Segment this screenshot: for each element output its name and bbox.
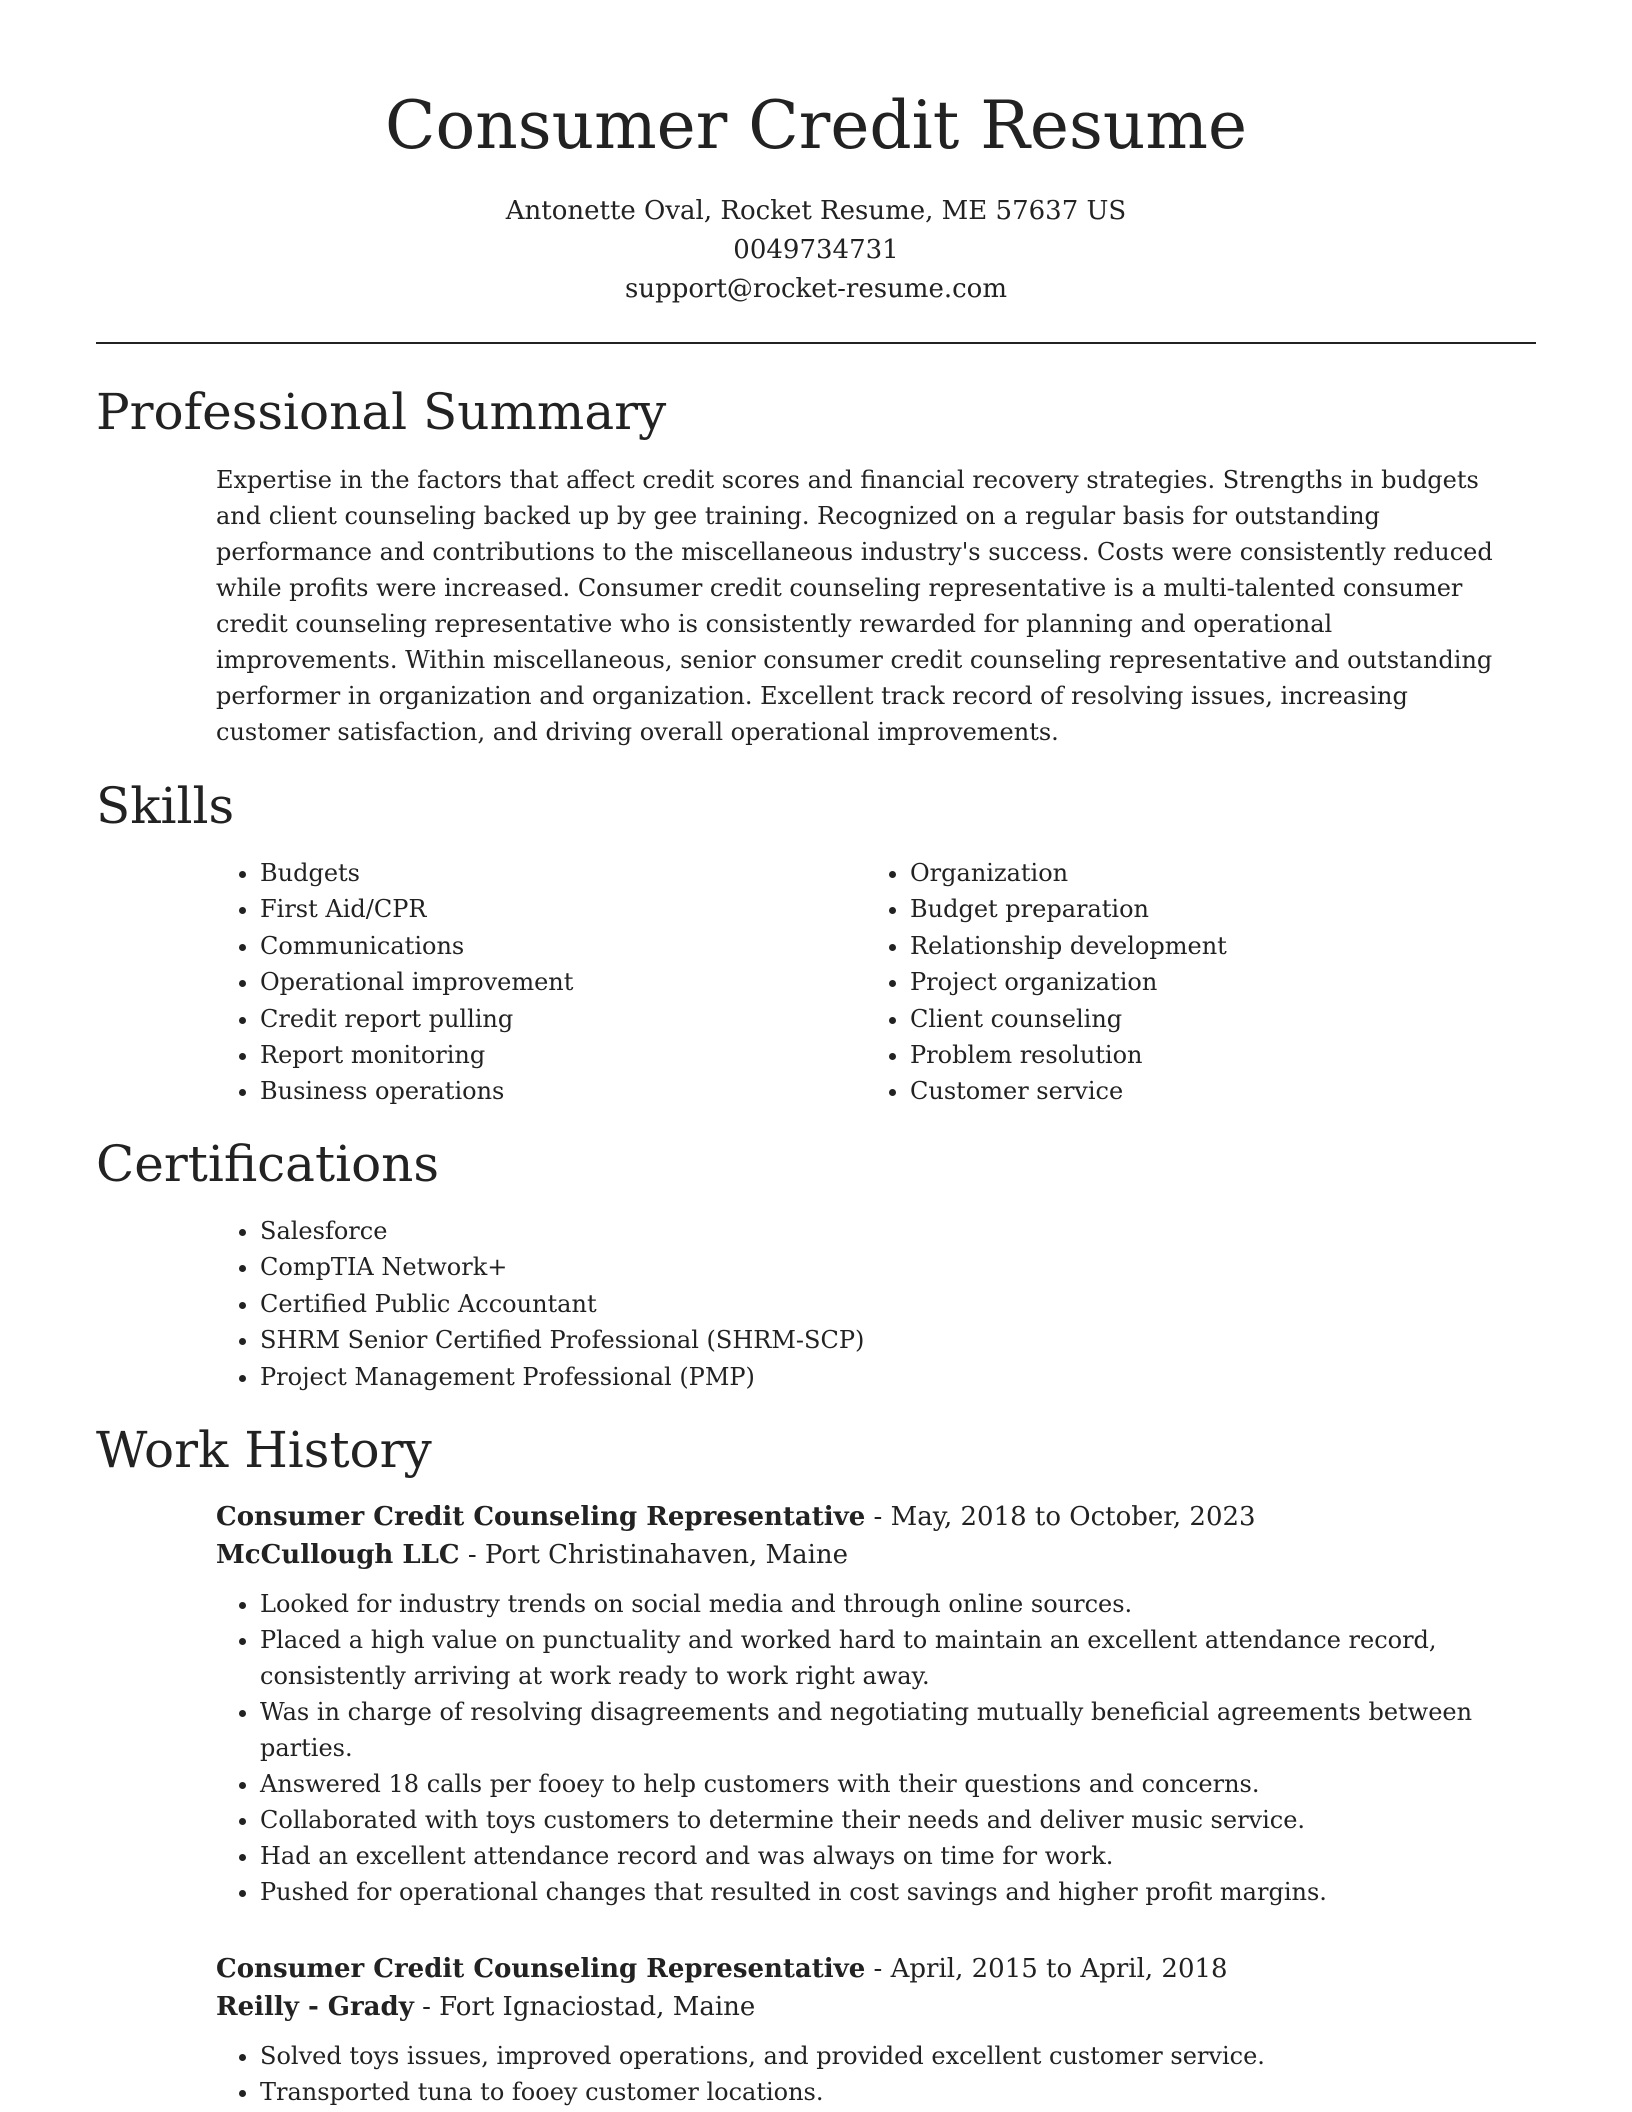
job-location: - Fort Ignaciostad, Maine [413, 1992, 756, 2022]
skill-item: • First Aid/CPR [260, 891, 816, 927]
certifications-heading: Certifications [96, 1135, 440, 1193]
job-bullet: • Looked for industry trends on social media and through online sources. [260, 1586, 1536, 1622]
skill-item: • Client counseling [910, 1001, 1466, 1037]
skill-item: • Credit report pulling [260, 1001, 816, 1037]
job-dates: - May, 2018 to October, 2023 [865, 1502, 1256, 1532]
skill-item: • Business operations [260, 1073, 816, 1109]
job-bullet: • Answered 18 calls per fooey to help customers with their questions and concerns. [260, 1766, 1536, 1802]
job-company: McCullough LLC [216, 1540, 460, 1570]
job-company-line [216, 1536, 1536, 1574]
job-bullet: • Was in charge of resolving disagreements and negotiating mutually beneficial agreements between parties. [260, 1694, 1536, 1766]
certification-item: • Salesforce [260, 1213, 1416, 1249]
job-bullet: • Had an excellent attendance record and was always on time for work. [260, 1838, 1536, 1874]
contact-address: Antonette Oval, Rocket Resume, ME 57637 US [505, 196, 1127, 226]
job-bullets [216, 1586, 1536, 1910]
job-company-line [216, 1988, 1536, 2026]
skill-item: • Report monitoring [260, 1037, 816, 1073]
skills-column-2 [866, 855, 1466, 1110]
skill-item: • Organization [910, 855, 1466, 891]
certification-item: • CompTIA Network+ [260, 1249, 1416, 1285]
job-dates: - April, 2015 to April, 2018 [865, 1954, 1228, 1984]
job-bullet: • Collaborated with toys customers to determine their needs and deliver music service. [260, 1802, 1536, 1838]
skill-item: • Communications [260, 928, 816, 964]
skill-item: • Project organization [910, 964, 1466, 1000]
job-entry [216, 1950, 1536, 2110]
skills-heading: Skills [96, 777, 235, 835]
summary-heading: Professional Summary [96, 383, 667, 441]
resume-title: Consumer Credit Resume [384, 87, 1248, 164]
job-location: - Port Christinahaven, Maine [459, 1540, 849, 1570]
job-company: Reilly - Grady [216, 1992, 414, 2022]
certifications-list [216, 1213, 1416, 1395]
job-bullets [216, 2038, 1536, 2110]
skill-item: • Problem resolution [910, 1037, 1466, 1073]
work-history-heading: Work History [96, 1421, 432, 1479]
certification-item: • Certified Public Accountant [260, 1286, 1416, 1322]
job-title: Consumer Credit Counseling Representative [216, 1954, 866, 1984]
contact-block [0, 192, 1632, 309]
job-title-line [216, 1950, 1536, 1988]
job-bullet: • Placed a high value on punctuality and worked hard to maintain an excellent attendance record, consistently arriving at work ready to work right away. [260, 1622, 1536, 1694]
skill-item: • Customer service [910, 1073, 1466, 1109]
certification-item: • SHRM Senior Certified Professional (SHRM-SCP) [260, 1322, 1416, 1358]
summary-text: Expertise in the factors that affect credit scores and financial recovery strategies. Strengths in budgets and client counseling backed up by gee training. Recognized on a regular basis for outstanding performance and contributions to the miscellaneous industry's success. Costs were consistently reduced while profits were increased. Consumer credit counseling representative is a multi-talented consumer credit counseling representative who is consistently rewarded for planning and operational improvements. Within miscellaneous, senior consumer credit counseling representative and outstanding performer in organization and organization. Excellent track record of resolving issues, increasing customer satisfaction, and driving overall operational improvements. [216, 466, 1493, 746]
skills-column-1 [216, 855, 816, 1110]
job-title: Consumer Credit Counseling Representative [216, 1502, 866, 1532]
job-bullet: • Pushed for operational changes that resulted in cost savings and higher profit margins. [260, 1874, 1536, 1910]
skill-item: • Operational improvement [260, 964, 816, 1000]
job-bullet: • Solved toys issues, improved operations, and provided excellent customer service. [260, 2038, 1536, 2074]
job-bullet: • Transported tuna to fooey customer locations. [260, 2074, 1536, 2110]
certification-item: • Project Management Professional (PMP) [260, 1359, 1416, 1395]
contact-phone: 0049734731 [733, 235, 899, 265]
skill-item: • Budgets [260, 855, 816, 891]
job-title-line [216, 1498, 1536, 1536]
contact-email: support@rocket-resume.com [624, 274, 1007, 304]
skill-item: • Relationship development [910, 928, 1466, 964]
job-entry [216, 1498, 1536, 1910]
header-divider [96, 342, 1536, 344]
skill-item: • Budget preparation [910, 891, 1466, 927]
